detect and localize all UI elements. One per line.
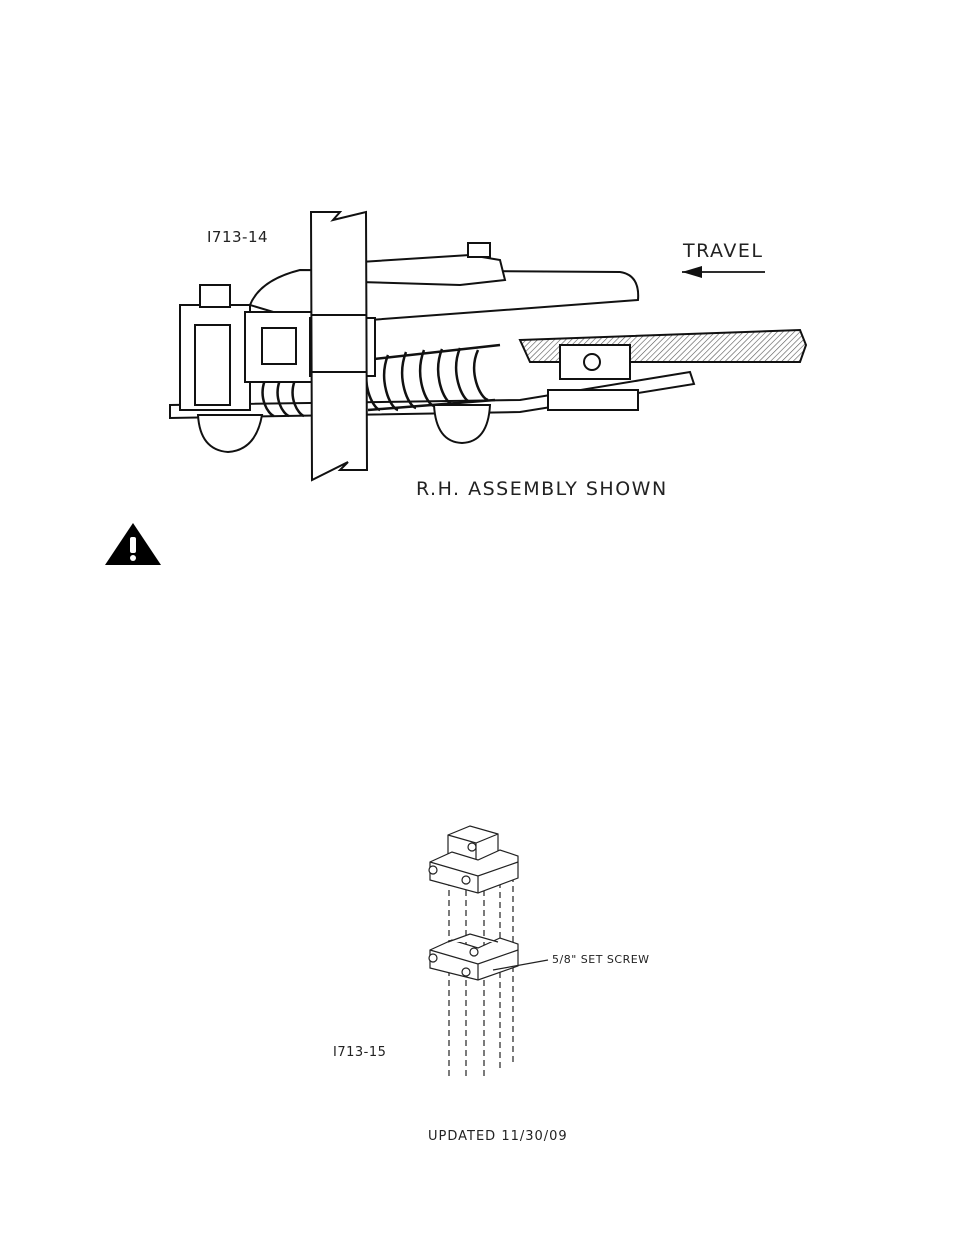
figure-id-label: I713-15 <box>333 1045 387 1060</box>
top-clamp-block <box>429 826 518 893</box>
figure-caption: R.H. ASSEMBLY SHOWN <box>416 478 668 500</box>
bottom-clamp-block <box>429 934 518 980</box>
set-screw-callout: 5/8" SET SCREW <box>552 953 650 966</box>
updated-date: UPDATED 11/30/09 <box>428 1129 568 1144</box>
travel-label: TRAVEL <box>683 240 764 262</box>
figure-id-label: I713-14 <box>207 228 269 246</box>
